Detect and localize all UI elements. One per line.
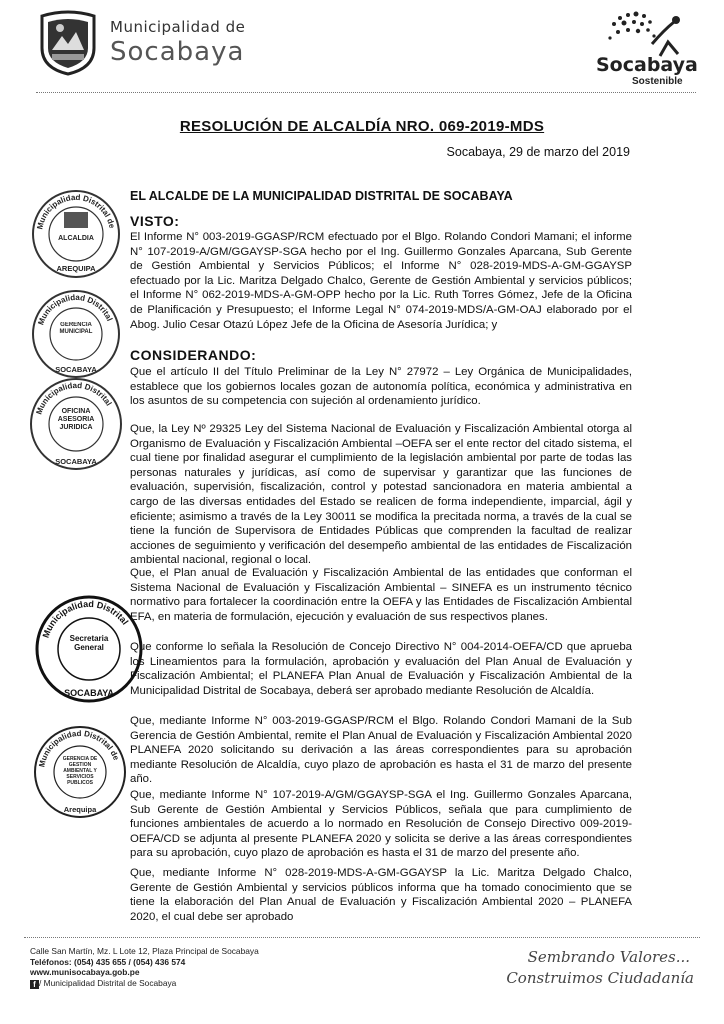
considerando-paragraph: Que, la Ley Nº 29325 Ley del Sistema Nacional de Evaluación y Fiscalización Ambiental otorga al Organismo de Evaluación y Fiscalización Ambiental –OEFA ser el ente rector del citado sistema, el cual tiene por finalidad asegurar el cumplimiento de la legislación ambiental por parte de todas las personas naturales y jurídicas, así como de supervisar y garantizar que las funciones de evaluación, supervisión, fiscalización, control y potestad sancionadora en materia ambiental a cargo de las diversas entidades del Estado se realicen de forma independiente, imparcial, ágil y eficiente; asimismo a través de la Ley 30011 se modifica la precitada norma, a través de la cual se tiene la función de Supervisora de Entidades Públicas que comprenden la facultad de realizar acciones de seguimiento y verificación del desempeño ambiental de las entidades de Fiscalización ambiental nacional, regional o local.: [130, 423, 632, 567]
stamp-asesoria-juridica: [28, 376, 124, 472]
considerando-heading: CONSIDERANDO:: [130, 347, 257, 363]
visto-heading: VISTO:: [130, 213, 180, 229]
stamp-bottom-text: SOCABAYA: [64, 688, 114, 698]
stamp-alcaldia: [30, 188, 122, 280]
stamp-ring-text: Municipalidad Distrital: [36, 292, 115, 327]
slogan-line1: Sembrando Valores...: [527, 948, 690, 966]
stamp-gerencia-municipal: [30, 288, 122, 380]
stamp-center-text: GERENCIA MUNICIPAL: [59, 322, 93, 335]
slogan-line2: Construimos Ciudadanía: [506, 969, 694, 987]
considerando-paragraph: Que, mediante Informe N° 028-2019-MDS-A-GM-GGAYSP la Lic. Maritza Delgado Chalco, Gerente de Gestión Ambiental y servicios públicos informa que ha tomado conocimiento que se tiene la elaboración del Plan Anual de Evaluación y Fiscalización Ambiental 2020 – PLANEFA 2020, el cual debe ser aprobado: [130, 867, 632, 923]
stamp-bottom-text: SOCABAYA: [55, 457, 97, 466]
addressee: EL ALCALDE DE LA MUNICIPALIDAD DISTRITAL DE SOCABAYA: [130, 189, 513, 203]
stamp-gerencia-ambiental: [32, 724, 128, 820]
footer-slogan: [506, 948, 694, 987]
brand-name: Socabaya: [596, 54, 698, 76]
org-line1: Municipalidad de: [110, 18, 246, 36]
header-divider: [36, 92, 696, 93]
header-organization: [110, 20, 245, 65]
stamp-center-text: ALCALDIA: [58, 235, 94, 242]
considerando-paragraph: Que, mediante Informe N° 107-2019-A/GM/GGAYSP-SGA el Ing. Guillermo Gonzales Aparcana, Sub Gerente de Gestión Ambiental y Servicios Públicos, señala que para cumplimiento de funciones ambientales de acuerdo a lo normado en Resolución de Consejo Directivo 009-2019-OEFA/CD se adjunta al presente PLANEFA 2020 y solicita se derive a las áreas correspondientes para su aprobación, cuyo plazo de aprobación es hasta el 31 de marzo del presente año.: [130, 789, 632, 860]
considerando-paragraph: Que conforme lo señala la Resolución de Concejo Directivo N° 004-2014-OEFA/CD que aprueba los Lineamientos para la formulación, aprobación y evaluación del Plan Anual de Evaluación y Fiscalización Ambiental; el PLANEFA Plan Anual de Evaluación y Fiscalización Ambiental de la Municipalidad Distrital de Socabaya, deberá ser aprobado mediante Resolución de Alcaldía.: [130, 641, 632, 697]
municipal-crest-icon: [38, 10, 98, 76]
stamp-center-text: OFICINA ASESORIA JURIDICA: [57, 408, 95, 431]
stamp-center-text: GERENCIA DE GESTION AMBIENTAL Y SERVICIOS PUBLICOS: [62, 756, 98, 786]
stamp-center-text: Secretaria General: [69, 634, 109, 652]
footer-facebook[interactable]: / Municipalidad Distrital de Socabaya: [39, 977, 177, 988]
resolution-title: RESOLUCIÓN DE ALCALDÍA NRO. 069-2019-MDS: [179, 118, 545, 135]
resolution-date: Socabaya, 29 de marzo del 2019: [446, 145, 630, 159]
footer-divider: [24, 937, 700, 938]
considerando-paragraph: Que, el Plan anual de Evaluación y Fiscalización Ambiental de las entidades que conforman el Sistema Nacional de Evaluación y Fiscalización Ambiental – SINEFA es un instrumento técnico normativo para fortalecer la coordinación entre la OEFA y las Entidades de Fiscalización Ambiental EFA, en materia de formulación, ejecución y evaluación de sus respectivos planes.: [130, 567, 632, 623]
stamp-secretaria-general: [34, 594, 144, 704]
brand-logo: [590, 10, 700, 88]
considerando-paragraph: Que, mediante Informe N° 003-2019-GGASP/RCM el Blgo. Rolando Condori Mamani de la Sub Gerencia de Gestión Ambiental, remite el Plan Anual de Evaluación y Fiscalización Ambiental 2020 PLANEFA 2020 solicitando su derivación a las áreas correspondientes para su aprobación mediante Resolución de Alcaldía, cuyo plazo de aprobación es hasta el 31 de marzo del presente año.: [130, 715, 632, 786]
stamp-ring-text: Municipalidad Distrital: [34, 380, 114, 416]
footer-address: Calle San Martín, Mz. L Lote 12, Plaza Principal de Socabaya: [30, 946, 259, 956]
brand-figure-icon: [590, 10, 700, 58]
considerando-paragraph: Que el artículo II del Título Preliminar de la Ley N° 27972 – Ley Orgánica de Municipalidades, establece que los gobiernos locales gozan de autonomía política, económica y administrativa en los asuntos de su competencia con sujeción al ordenamiento jurídico.: [130, 366, 632, 408]
visto-paragraph: El Informe N° 003-2019-GGASP/RCM efectuado por el Blgo. Rolando Condori Mamani; el informe N° 107-2019-A/GM/GGAYSP-SGA hecho por el Ing. Guillermo Gonzales Aparcana, Sub Gerente de Gestión Ambiental y Servicios Públicos; el Informe N° 028-2019-MDS-A-GM-GGAYSP efectuado por la Lic. Maritza Delgado Chalco, Gerente de Gestión Ambiental y servicios públicos; el Informe N° 062-2019-MDS-A-GM-OPP hecho por la Lic. Ruth Torres Gómez, Jefe de la Oficina de Planificación y Presupuesto; el Informe Legal N° 074-2019-MDS/A-GM-OAJ elaborado por el Abog. Julio Cesar Otazú López Jefe de la Oficina de Asesoría Jurídica; y: [130, 231, 632, 331]
stamp-ring-text: Municipalidad Distrital de: [37, 728, 121, 768]
stamp-bottom-text: Arequipa: [63, 805, 97, 814]
facebook-icon: f: [30, 980, 39, 989]
org-line2: Socabaya: [110, 37, 245, 67]
stamp-ring-text: Municipalidad Distrital: [40, 598, 131, 640]
stamp-bottom-text: AREQUIPA: [56, 264, 96, 273]
footer-contact: [30, 946, 259, 989]
footer-phones: Teléfonos: (054) 435 655 / (054) 436 574: [30, 956, 186, 967]
stamp-bottom-text: SOCABAYA: [55, 365, 97, 374]
footer-web-link[interactable]: www.munisocabaya.gob.pe: [30, 967, 140, 978]
stamp-ring-text: Municipalidad Distrital de: [35, 192, 117, 231]
brand-tag: Sostenible: [632, 76, 683, 87]
